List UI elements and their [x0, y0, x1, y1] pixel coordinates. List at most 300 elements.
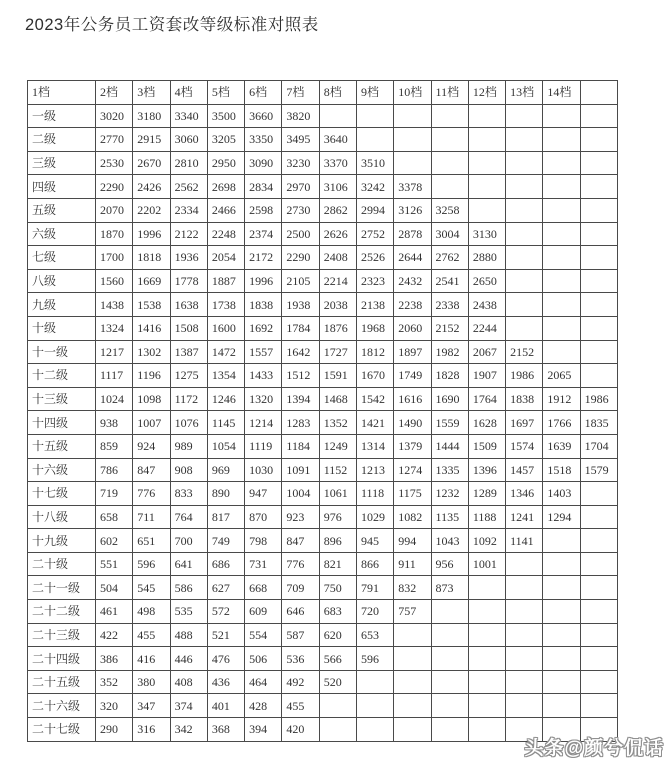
table-cell: 1403 — [543, 482, 580, 506]
table-cell: 488 — [170, 623, 207, 647]
table-cell — [543, 151, 580, 175]
table-cell — [468, 718, 505, 742]
table-cell — [580, 505, 617, 529]
table-row — [28, 647, 618, 671]
table-cell — [543, 104, 580, 128]
table-cell: 1700 — [96, 246, 133, 270]
table-cell: 1738 — [207, 293, 244, 317]
table-row — [28, 316, 618, 340]
table-cell: 651 — [133, 529, 170, 553]
table-row — [28, 529, 618, 553]
table-cell: 1600 — [207, 316, 244, 340]
table-cell: 3130 — [468, 222, 505, 246]
table-cell — [431, 600, 468, 624]
table-cell: 420 — [282, 718, 319, 742]
row-label: 二十七级 — [28, 718, 96, 742]
table-cell: 1986 — [506, 364, 543, 388]
table-cell — [580, 670, 617, 694]
table-cell: 1379 — [394, 434, 431, 458]
table-cell — [356, 128, 393, 152]
table-cell: 764 — [170, 505, 207, 529]
table-cell: 408 — [170, 670, 207, 694]
table-cell: 833 — [170, 482, 207, 506]
table-cell: 1029 — [356, 505, 393, 529]
table-cell — [580, 104, 617, 128]
table-cell: 1119 — [245, 434, 282, 458]
table-cell: 1835 — [580, 411, 617, 435]
row-label: 四级 — [28, 175, 96, 199]
table-cell: 1996 — [133, 222, 170, 246]
table-cell: 2950 — [207, 151, 244, 175]
table-cell — [506, 623, 543, 647]
table-cell: 428 — [245, 694, 282, 718]
table-row — [28, 222, 618, 246]
table-cell: 720 — [356, 600, 393, 624]
table-cell: 521 — [207, 623, 244, 647]
table-cell — [580, 198, 617, 222]
row-label: 三级 — [28, 151, 96, 175]
table-cell: 2374 — [245, 222, 282, 246]
table-cell — [543, 269, 580, 293]
table-cell — [431, 151, 468, 175]
table-row — [28, 387, 618, 411]
table-cell: 3350 — [245, 128, 282, 152]
row-label: 六级 — [28, 222, 96, 246]
table-cell — [431, 647, 468, 671]
table-cell: 2152 — [431, 316, 468, 340]
table-row — [28, 269, 618, 293]
table-cell: 545 — [133, 576, 170, 600]
table-cell — [394, 647, 431, 671]
table-cell — [506, 576, 543, 600]
table-cell: 994 — [394, 529, 431, 553]
table-cell: 536 — [282, 647, 319, 671]
table-cell: 1145 — [207, 411, 244, 435]
column-header-9: 9档 — [356, 81, 393, 105]
table-cell: 847 — [133, 458, 170, 482]
table-cell: 1936 — [170, 246, 207, 270]
table-cell: 1302 — [133, 340, 170, 364]
table-cell: 1490 — [394, 411, 431, 435]
table-cell: 1196 — [133, 364, 170, 388]
table-cell — [543, 175, 580, 199]
table-cell: 1213 — [356, 458, 393, 482]
table-cell: 1141 — [506, 529, 543, 553]
table-cell: 866 — [356, 552, 393, 576]
table-cell: 492 — [282, 670, 319, 694]
table-cell: 1043 — [431, 529, 468, 553]
table-cell: 498 — [133, 600, 170, 624]
table-cell: 683 — [319, 600, 356, 624]
table-row — [28, 151, 618, 175]
table-cell — [506, 600, 543, 624]
row-label: 八级 — [28, 269, 96, 293]
row-label: 二十级 — [28, 552, 96, 576]
table-cell — [580, 293, 617, 317]
table-cell: 320 — [96, 694, 133, 718]
table-cell: 938 — [96, 411, 133, 435]
table-cell: 791 — [356, 576, 393, 600]
table-cell: 658 — [96, 505, 133, 529]
table-cell: 2530 — [96, 151, 133, 175]
table-cell — [468, 694, 505, 718]
table-cell: 352 — [96, 670, 133, 694]
table-cell: 386 — [96, 647, 133, 671]
table-cell — [468, 151, 505, 175]
table-row — [28, 576, 618, 600]
table-cell: 1638 — [170, 293, 207, 317]
table-cell — [356, 694, 393, 718]
table-cell: 1354 — [207, 364, 244, 388]
table-cell: 1394 — [282, 387, 319, 411]
table-cell: 3258 — [431, 198, 468, 222]
table-cell: 1876 — [319, 316, 356, 340]
table-cell: 2122 — [170, 222, 207, 246]
table-cell: 2438 — [468, 293, 505, 317]
table-cell: 1433 — [245, 364, 282, 388]
table-cell: 2334 — [170, 198, 207, 222]
table-cell — [319, 694, 356, 718]
table-cell: 1704 — [580, 434, 617, 458]
table-cell: 2752 — [356, 222, 393, 246]
table-cell: 1232 — [431, 482, 468, 506]
table-cell: 1996 — [245, 269, 282, 293]
table-cell — [356, 718, 393, 742]
table-cell: 1538 — [133, 293, 170, 317]
table-cell: 1509 — [468, 434, 505, 458]
table-cell: 368 — [207, 718, 244, 742]
table-cell: 1007 — [133, 411, 170, 435]
table-cell: 1818 — [133, 246, 170, 270]
table-cell: 1214 — [245, 411, 282, 435]
table-cell: 566 — [319, 647, 356, 671]
table-cell: 890 — [207, 482, 244, 506]
table-cell: 380 — [133, 670, 170, 694]
table-cell: 945 — [356, 529, 393, 553]
table-cell: 3370 — [319, 151, 356, 175]
table-cell — [506, 246, 543, 270]
table-cell: 1870 — [96, 222, 133, 246]
table-row — [28, 175, 618, 199]
table-cell: 1416 — [133, 316, 170, 340]
row-label: 二十三级 — [28, 623, 96, 647]
row-label: 九级 — [28, 293, 96, 317]
table-cell: 1352 — [319, 411, 356, 435]
table-row — [28, 128, 618, 152]
table-cell — [580, 552, 617, 576]
table-cell: 2915 — [133, 128, 170, 152]
table-cell: 1468 — [319, 387, 356, 411]
table-cell: 2038 — [319, 293, 356, 317]
table-cell: 290 — [96, 718, 133, 742]
table-cell: 776 — [133, 482, 170, 506]
table-cell: 316 — [133, 718, 170, 742]
table-cell: 1217 — [96, 340, 133, 364]
table-cell — [506, 104, 543, 128]
table-cell: 821 — [319, 552, 356, 576]
table-cell: 2880 — [468, 246, 505, 270]
table-cell: 2526 — [356, 246, 393, 270]
table-cell: 1766 — [543, 411, 580, 435]
table-cell — [543, 623, 580, 647]
table-cell — [580, 128, 617, 152]
table-cell: 2762 — [431, 246, 468, 270]
table-cell — [543, 670, 580, 694]
table-cell: 1438 — [96, 293, 133, 317]
table-cell: 551 — [96, 552, 133, 576]
table-cell — [356, 104, 393, 128]
table-cell — [543, 600, 580, 624]
table-cell: 1692 — [245, 316, 282, 340]
row-label: 二十四级 — [28, 647, 96, 671]
table-cell: 1054 — [207, 434, 244, 458]
table-row — [28, 104, 618, 128]
column-header-14: 14档 — [543, 81, 580, 105]
table-cell: 3180 — [133, 104, 170, 128]
table-cell: 1907 — [468, 364, 505, 388]
table-cell — [580, 647, 617, 671]
table-cell: 394 — [245, 718, 282, 742]
table-cell: 2500 — [282, 222, 319, 246]
table-cell: 1172 — [170, 387, 207, 411]
table-cell: 455 — [282, 694, 319, 718]
salary-grade-table — [27, 80, 618, 742]
table-cell: 1887 — [207, 269, 244, 293]
table-cell — [580, 529, 617, 553]
table-row — [28, 482, 618, 506]
table-cell: 817 — [207, 505, 244, 529]
table-cell: 1616 — [394, 387, 431, 411]
table-cell: 3820 — [282, 104, 319, 128]
table-cell: 859 — [96, 434, 133, 458]
table-cell: 446 — [170, 647, 207, 671]
table-cell: 832 — [394, 576, 431, 600]
table-row — [28, 411, 618, 435]
table-cell: 596 — [356, 647, 393, 671]
table-cell — [580, 694, 617, 718]
table-cell — [468, 128, 505, 152]
table-cell — [506, 670, 543, 694]
table-cell: 686 — [207, 552, 244, 576]
table-cell: 1670 — [356, 364, 393, 388]
table-cell — [394, 694, 431, 718]
table-cell: 731 — [245, 552, 282, 576]
table-cell: 1542 — [356, 387, 393, 411]
table-row — [28, 246, 618, 270]
table-cell: 2878 — [394, 222, 431, 246]
table-cell: 2065 — [543, 364, 580, 388]
table-cell: 1778 — [170, 269, 207, 293]
column-header-4: 4档 — [170, 81, 207, 105]
table-cell: 709 — [282, 576, 319, 600]
table-cell: 873 — [431, 576, 468, 600]
table-row — [28, 198, 618, 222]
table-cell — [394, 128, 431, 152]
table-cell: 1274 — [394, 458, 431, 482]
table-cell — [468, 670, 505, 694]
table-cell: 947 — [245, 482, 282, 506]
table-cell: 554 — [245, 623, 282, 647]
column-header-15 — [580, 81, 617, 105]
table-cell — [394, 151, 431, 175]
column-header-12: 12档 — [468, 81, 505, 105]
table-cell — [431, 128, 468, 152]
table-cell: 924 — [133, 434, 170, 458]
table-cell: 1982 — [431, 340, 468, 364]
table-cell — [580, 600, 617, 624]
table-cell: 2562 — [170, 175, 207, 199]
table-cell: 2152 — [506, 340, 543, 364]
table-row — [28, 600, 618, 624]
table-cell: 504 — [96, 576, 133, 600]
table-cell: 956 — [431, 552, 468, 576]
table-cell: 1421 — [356, 411, 393, 435]
table-cell: 1828 — [431, 364, 468, 388]
table-cell: 1749 — [394, 364, 431, 388]
table-cell: 1076 — [170, 411, 207, 435]
table-cell — [431, 623, 468, 647]
table-cell — [468, 600, 505, 624]
table-cell: 1387 — [170, 340, 207, 364]
column-header-2: 2档 — [96, 81, 133, 105]
table-cell — [468, 198, 505, 222]
table-cell: 2670 — [133, 151, 170, 175]
table-cell: 1091 — [282, 458, 319, 482]
table-cell: 2730 — [282, 198, 319, 222]
table-cell — [543, 529, 580, 553]
table-cell — [468, 623, 505, 647]
table-cell: 923 — [282, 505, 319, 529]
table-cell — [356, 670, 393, 694]
table-cell: 1812 — [356, 340, 393, 364]
table-cell: 3340 — [170, 104, 207, 128]
table-cell: 1444 — [431, 434, 468, 458]
table-cell: 1727 — [319, 340, 356, 364]
table-cell: 609 — [245, 600, 282, 624]
table-cell — [543, 293, 580, 317]
table-cell: 2466 — [207, 198, 244, 222]
row-label: 二级 — [28, 128, 96, 152]
table-cell: 1004 — [282, 482, 319, 506]
table-cell — [580, 175, 617, 199]
watermark: 头条@颜兮侃话 — [524, 738, 664, 759]
table-cell: 2238 — [394, 293, 431, 317]
table-cell: 2862 — [319, 198, 356, 222]
table-cell: 3510 — [356, 151, 393, 175]
table-cell: 1175 — [394, 482, 431, 506]
table-cell: 1346 — [506, 482, 543, 506]
table-cell — [543, 316, 580, 340]
row-label: 十八级 — [28, 505, 96, 529]
column-header-3: 3档 — [133, 81, 170, 105]
table-cell: 668 — [245, 576, 282, 600]
table-cell: 2626 — [319, 222, 356, 246]
row-label: 十四级 — [28, 411, 96, 435]
table-header-row — [28, 81, 618, 105]
table-cell — [580, 482, 617, 506]
table-cell — [580, 151, 617, 175]
table-cell: 1512 — [282, 364, 319, 388]
table-cell: 2323 — [356, 269, 393, 293]
table-cell: 2970 — [282, 175, 319, 199]
table-cell: 1697 — [506, 411, 543, 435]
column-header-13: 13档 — [506, 81, 543, 105]
table-cell: 641 — [170, 552, 207, 576]
table-row — [28, 623, 618, 647]
table-cell: 436 — [207, 670, 244, 694]
table-cell: 1152 — [319, 458, 356, 482]
table-cell: 3378 — [394, 175, 431, 199]
table-row — [28, 340, 618, 364]
row-label: 十一级 — [28, 340, 96, 364]
table-cell: 3660 — [245, 104, 282, 128]
table-cell — [580, 316, 617, 340]
table-cell: 1559 — [431, 411, 468, 435]
table-cell: 422 — [96, 623, 133, 647]
table-row — [28, 694, 618, 718]
table-cell: 1457 — [506, 458, 543, 482]
table-cell: 1324 — [96, 316, 133, 340]
table-cell: 347 — [133, 694, 170, 718]
table-cell: 798 — [245, 529, 282, 553]
table-cell: 3205 — [207, 128, 244, 152]
column-header-5: 5档 — [207, 81, 244, 105]
table-cell: 653 — [356, 623, 393, 647]
table-cell — [543, 198, 580, 222]
table-cell: 911 — [394, 552, 431, 576]
table-cell: 2244 — [468, 316, 505, 340]
table-cell: 1241 — [506, 505, 543, 529]
table-cell — [580, 222, 617, 246]
row-label: 二十二级 — [28, 600, 96, 624]
table-body — [28, 104, 618, 741]
row-label: 十五级 — [28, 434, 96, 458]
table-cell: 989 — [170, 434, 207, 458]
row-label: 十级 — [28, 316, 96, 340]
table-cell — [431, 718, 468, 742]
row-label: 二十六级 — [28, 694, 96, 718]
table-row — [28, 293, 618, 317]
table-cell: 1294 — [543, 505, 580, 529]
table-cell — [394, 104, 431, 128]
table-cell: 908 — [170, 458, 207, 482]
table-cell: 1184 — [282, 434, 319, 458]
table-cell: 2070 — [96, 198, 133, 222]
table-cell: 1135 — [431, 505, 468, 529]
table-cell: 342 — [170, 718, 207, 742]
table-cell: 3242 — [356, 175, 393, 199]
table-cell — [394, 718, 431, 742]
table-cell: 401 — [207, 694, 244, 718]
table-cell: 2060 — [394, 316, 431, 340]
table-cell: 476 — [207, 647, 244, 671]
table-cell — [543, 647, 580, 671]
table-cell: 3020 — [96, 104, 133, 128]
table-cell: 700 — [170, 529, 207, 553]
table-cell: 1897 — [394, 340, 431, 364]
column-header-7: 7档 — [282, 81, 319, 105]
row-label: 十七级 — [28, 482, 96, 506]
table-cell: 1472 — [207, 340, 244, 364]
table-cell: 3500 — [207, 104, 244, 128]
column-header-8: 8档 — [319, 81, 356, 105]
row-label: 十二级 — [28, 364, 96, 388]
table-cell — [543, 576, 580, 600]
table-cell: 2994 — [356, 198, 393, 222]
table-cell — [580, 576, 617, 600]
table-cell: 2214 — [319, 269, 356, 293]
table-cell: 1557 — [245, 340, 282, 364]
